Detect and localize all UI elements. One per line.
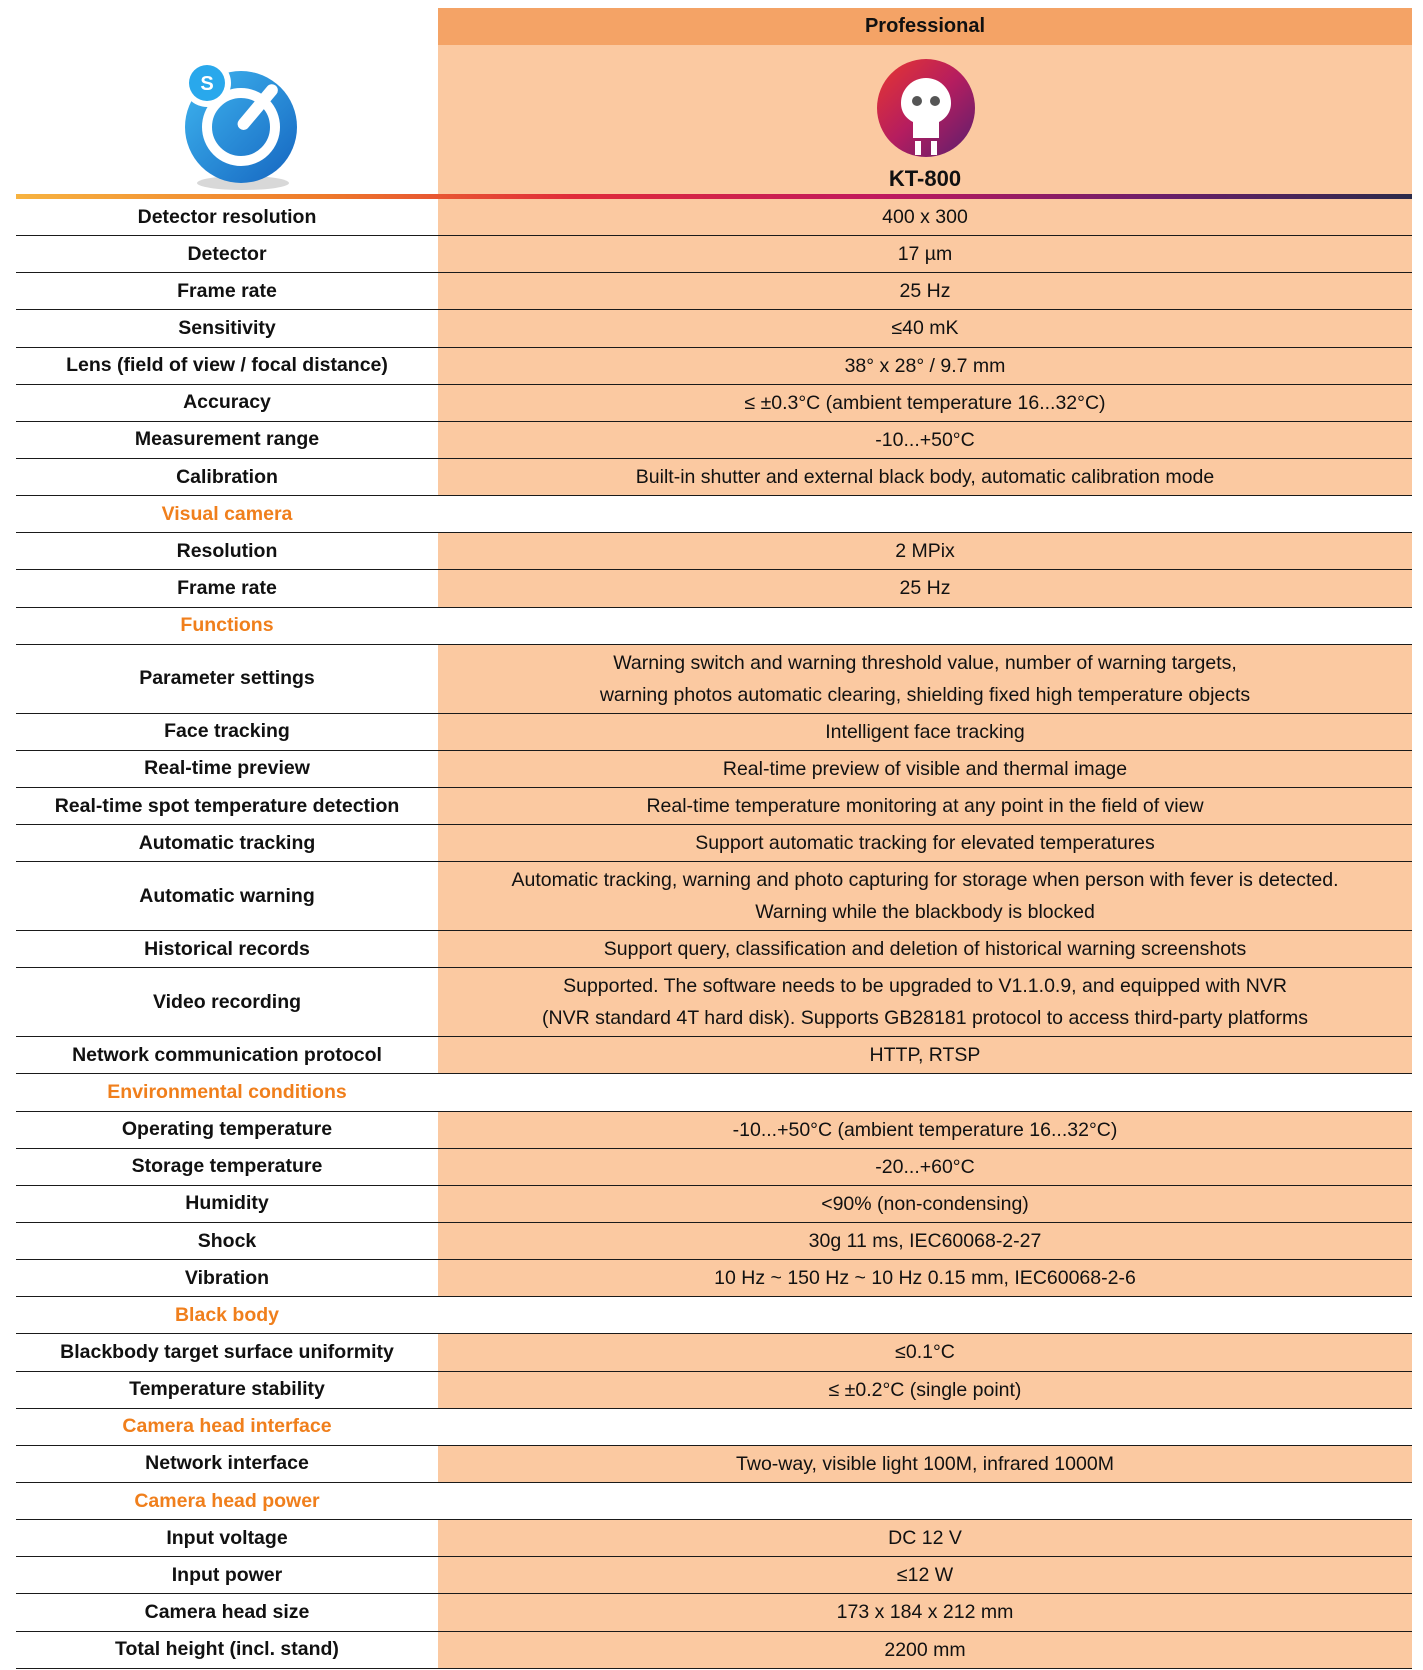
spec-row bbox=[16, 862, 1412, 931]
spec-label: Video recording bbox=[16, 968, 438, 1036]
spec-header bbox=[16, 8, 1412, 194]
spec-value bbox=[438, 422, 1412, 458]
spec-label: Network interface bbox=[16, 1446, 438, 1482]
spec-value bbox=[438, 1594, 1412, 1630]
spec-row bbox=[16, 570, 1412, 607]
spec-row bbox=[16, 348, 1412, 385]
edition-title: Professional bbox=[438, 8, 1412, 45]
spec-label: Frame rate bbox=[16, 570, 438, 606]
spec-row bbox=[16, 1260, 1412, 1297]
spec-table bbox=[16, 199, 1412, 1669]
spec-value bbox=[438, 533, 1412, 569]
spec-value-line: Built-in shutter and external black body, automatic calibration mode bbox=[635, 466, 1215, 489]
spec-value bbox=[438, 348, 1412, 384]
spec-label: Storage temperature bbox=[16, 1149, 438, 1185]
section-header-row bbox=[16, 1074, 1412, 1111]
spec-value bbox=[438, 385, 1412, 421]
section-title: Camera head interface bbox=[16, 1409, 438, 1445]
spec-label: Total height (incl. stand) bbox=[16, 1632, 438, 1668]
spec-value-line: <90% (non-condensing) bbox=[821, 1192, 1029, 1215]
spec-value bbox=[438, 1297, 1412, 1333]
spec-row bbox=[16, 788, 1412, 825]
spec-label: Input power bbox=[16, 1557, 438, 1593]
spec-value-line: Support query, classification and deletion of historical warning screenshots bbox=[603, 938, 1247, 961]
spec-value-line: 400 x 300 bbox=[882, 206, 968, 229]
spec-value bbox=[438, 1446, 1412, 1482]
spec-value bbox=[438, 1260, 1412, 1296]
section-header-row bbox=[16, 1483, 1412, 1520]
spec-row bbox=[16, 931, 1412, 968]
spec-value bbox=[438, 862, 1412, 930]
spec-value bbox=[438, 1186, 1412, 1222]
spec-value bbox=[438, 496, 1412, 532]
spec-label: Humidity bbox=[16, 1186, 438, 1222]
spec-value-line: ≤ ±0.3°C (ambient temperature 16...32°C) bbox=[744, 391, 1106, 414]
spec-value-line: (NVR standard 4T hard disk). Supports GB28181 protocol to access third-party platforms bbox=[542, 1007, 1308, 1030]
spec-label: Face tracking bbox=[16, 714, 438, 750]
spec-label: Resolution bbox=[16, 533, 438, 569]
spec-label: Detector resolution bbox=[16, 199, 438, 235]
spec-value bbox=[438, 1483, 1412, 1519]
spec-value bbox=[438, 968, 1412, 1036]
spec-value-line: 17 µm bbox=[897, 243, 953, 266]
spec-sheet bbox=[16, 8, 1412, 1669]
spec-label: Automatic warning bbox=[16, 862, 438, 930]
thermometer-app-icon bbox=[173, 53, 305, 193]
spec-value-line: DC 12 V bbox=[888, 1527, 962, 1550]
product-name: KT-800 bbox=[888, 166, 962, 191]
spec-label: Real-time spot temperature detection bbox=[16, 788, 438, 824]
spec-label: Automatic tracking bbox=[16, 825, 438, 861]
spec-label: Accuracy bbox=[16, 385, 438, 421]
spec-row bbox=[16, 236, 1412, 273]
spec-label: Sensitivity bbox=[16, 310, 438, 346]
spec-label: Lens (field of view / focal distance) bbox=[16, 348, 438, 384]
section-header-row bbox=[16, 496, 1412, 533]
spec-label: Measurement range bbox=[16, 422, 438, 458]
spec-row bbox=[16, 1446, 1412, 1483]
section-title: Camera head power bbox=[16, 1483, 438, 1519]
spec-value-line: ≤0.1°C bbox=[895, 1341, 955, 1364]
svg-text:S: S bbox=[200, 73, 214, 95]
spec-value bbox=[438, 310, 1412, 346]
spec-row bbox=[16, 459, 1412, 496]
spec-value-line: 30g 11 ms, IEC60068-2-27 bbox=[808, 1230, 1042, 1253]
spec-value bbox=[438, 1074, 1412, 1110]
spec-label: Calibration bbox=[16, 459, 438, 495]
spec-value bbox=[438, 788, 1412, 824]
spec-value-line: 25 Hz bbox=[899, 577, 951, 600]
spec-value-line: Warning switch and warning threshold value, number of warning targets, bbox=[613, 651, 1237, 674]
spec-row bbox=[16, 825, 1412, 862]
spec-value bbox=[438, 273, 1412, 309]
spec-value bbox=[438, 931, 1412, 967]
spec-value bbox=[438, 1223, 1412, 1259]
spec-value-line: Supported. The software needs to be upgraded to V1.1.0.9, and equipped with NVR bbox=[563, 975, 1287, 998]
spec-value-line: -20...+60°C bbox=[875, 1155, 975, 1178]
section-title: Environmental conditions bbox=[16, 1074, 438, 1110]
spec-row bbox=[16, 1186, 1412, 1223]
spec-label: Frame rate bbox=[16, 273, 438, 309]
spec-value bbox=[438, 570, 1412, 606]
kt800-camera-icon bbox=[875, 57, 977, 159]
section-title: Visual camera bbox=[16, 496, 438, 532]
spec-value-line: Support automatic tracking for elevated temperatures bbox=[695, 832, 1155, 855]
spec-value-line: ≤ ±0.2°C (single point) bbox=[828, 1378, 1022, 1401]
spec-row bbox=[16, 1334, 1412, 1371]
spec-value bbox=[438, 608, 1412, 644]
spec-value-line: -10...+50°C (ambient temperature 16...32°C) bbox=[732, 1118, 1118, 1141]
spec-label: Input voltage bbox=[16, 1520, 438, 1556]
spec-row bbox=[16, 645, 1412, 714]
section-header-row bbox=[16, 1409, 1412, 1446]
spec-row bbox=[16, 751, 1412, 788]
header-product-cell bbox=[438, 8, 1412, 194]
spec-label: Operating temperature bbox=[16, 1112, 438, 1148]
spec-row bbox=[16, 1223, 1412, 1260]
spec-label: Shock bbox=[16, 1223, 438, 1259]
spec-value-line: 2 MPix bbox=[895, 540, 955, 563]
header-left-cell bbox=[16, 8, 438, 194]
spec-value-line: 38° x 28° / 9.7 mm bbox=[844, 354, 1006, 377]
spec-label: Parameter settings bbox=[16, 645, 438, 713]
spec-value-line: ≤12 W bbox=[896, 1564, 954, 1587]
spec-row bbox=[16, 968, 1412, 1037]
spec-value bbox=[438, 1334, 1412, 1370]
spec-row bbox=[16, 714, 1412, 751]
spec-row bbox=[16, 1594, 1412, 1631]
spec-label: Detector bbox=[16, 236, 438, 272]
spec-value bbox=[438, 1557, 1412, 1593]
spec-value bbox=[438, 825, 1412, 861]
spec-label: Blackbody target surface uniformity bbox=[16, 1334, 438, 1370]
section-header-row bbox=[16, 1297, 1412, 1334]
spec-value bbox=[438, 1037, 1412, 1073]
spec-value-line: ≤40 mK bbox=[891, 317, 959, 340]
spec-value bbox=[438, 1149, 1412, 1185]
spec-value bbox=[438, 645, 1412, 713]
spec-value bbox=[438, 199, 1412, 235]
spec-row bbox=[16, 199, 1412, 236]
spec-value bbox=[438, 1372, 1412, 1408]
spec-value-line: -10...+50°C bbox=[875, 428, 975, 451]
spec-label: Vibration bbox=[16, 1260, 438, 1296]
spec-value-line: Two-way, visible light 100M, infrared 1000M bbox=[736, 1452, 1114, 1475]
section-header-row bbox=[16, 608, 1412, 645]
spec-label: Historical records bbox=[16, 931, 438, 967]
spec-value bbox=[438, 1409, 1412, 1445]
spec-row bbox=[16, 273, 1412, 310]
spec-value bbox=[438, 751, 1412, 787]
spec-row bbox=[16, 533, 1412, 570]
spec-row bbox=[16, 385, 1412, 422]
spec-value bbox=[438, 1632, 1412, 1668]
spec-label: Camera head size bbox=[16, 1594, 438, 1630]
spec-label: Temperature stability bbox=[16, 1372, 438, 1408]
spec-value bbox=[438, 459, 1412, 495]
spec-value-line: warning photos automatic clearing, shielding fixed high temperature objects bbox=[599, 683, 1251, 706]
spec-row bbox=[16, 1632, 1412, 1669]
spec-value-line: Real-time temperature monitoring at any point in the field of view bbox=[646, 795, 1204, 817]
spec-value-line: 10 Hz ~ 150 Hz ~ 10 Hz 0.15 mm, IEC60068-2-6 bbox=[714, 1267, 1136, 1290]
spec-value-line: 2200 mm bbox=[884, 1638, 966, 1661]
section-title: Functions bbox=[16, 608, 438, 644]
spec-value-line: Real-time preview of visible and thermal image bbox=[722, 757, 1128, 780]
spec-value bbox=[438, 236, 1412, 272]
spec-value-line: Automatic tracking, warning and photo capturing for storage when person with fever is detected. bbox=[511, 869, 1339, 892]
spec-label: Real-time preview bbox=[16, 751, 438, 787]
spec-row bbox=[16, 1520, 1412, 1557]
spec-value-line: Warning while the blackbody is blocked bbox=[755, 901, 1095, 924]
spec-value bbox=[438, 1520, 1412, 1556]
spec-value bbox=[438, 1112, 1412, 1148]
spec-value-line: Intelligent face tracking bbox=[825, 720, 1025, 743]
spec-row bbox=[16, 1557, 1412, 1594]
spec-row bbox=[16, 1037, 1412, 1074]
spec-row bbox=[16, 1149, 1412, 1186]
spec-row bbox=[16, 1112, 1412, 1149]
spec-value-line: HTTP, RTSP bbox=[869, 1044, 981, 1067]
spec-label: Network communication protocol bbox=[16, 1037, 438, 1073]
spec-value-line: 173 x 184 x 212 mm bbox=[836, 1601, 1014, 1624]
spec-row bbox=[16, 1372, 1412, 1409]
spec-row bbox=[16, 422, 1412, 459]
spec-value-line: 25 Hz bbox=[899, 280, 951, 303]
spec-row bbox=[16, 310, 1412, 347]
spec-value bbox=[438, 714, 1412, 750]
section-title: Black body bbox=[16, 1297, 438, 1333]
